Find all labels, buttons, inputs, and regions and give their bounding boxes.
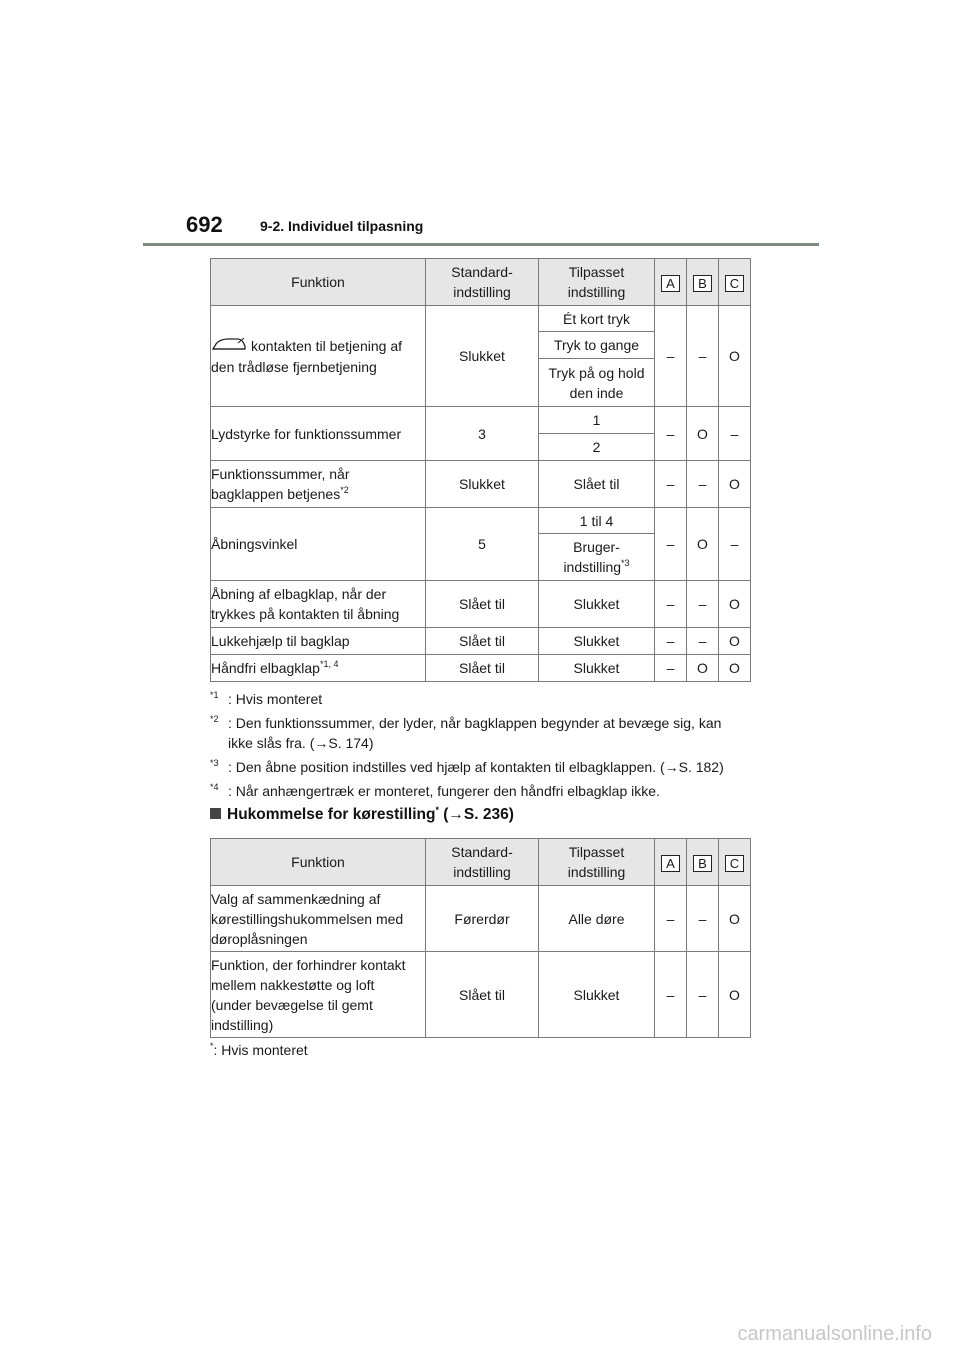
cell-option: Slukket xyxy=(539,952,655,1038)
footnotes xyxy=(210,689,770,805)
cell-option: Bruger- indstilling$^{*3}$ xyxy=(539,534,655,581)
car-remote-icon xyxy=(211,336,247,357)
table-row xyxy=(211,306,751,332)
table-row xyxy=(211,886,751,952)
header-divider xyxy=(143,243,819,246)
cell-funktion: Funktionssummer, når bagklappen betjenes$^{*2}$ xyxy=(211,461,426,508)
table-header-row xyxy=(211,839,751,886)
footnote-ref: *3 xyxy=(621,558,630,568)
table-header-row xyxy=(211,259,751,306)
cell-a: – xyxy=(655,306,687,407)
square-bullet-icon xyxy=(210,808,221,819)
cell-a: – xyxy=(655,886,687,952)
cell-option: 1 xyxy=(539,407,655,434)
cell-c: O xyxy=(719,628,751,655)
cell-option: Slukket xyxy=(539,581,655,628)
cell-b: O xyxy=(687,407,719,461)
header-a xyxy=(655,259,687,306)
cell-option: 1 til 4 xyxy=(539,508,655,534)
cell-funktion: Lukkehjælp til bagklap xyxy=(211,628,426,655)
settings-table-1 xyxy=(210,258,751,682)
cell-option: Slået til xyxy=(539,461,655,508)
cell-option: 2 xyxy=(539,434,655,461)
cell-a: – xyxy=(655,952,687,1038)
cell-standard: Slået til xyxy=(426,581,539,628)
cell-a: – xyxy=(655,581,687,628)
header-tilpasset: Tilpasset indstilling xyxy=(539,839,655,886)
cell-b: – xyxy=(687,461,719,508)
col-a-box: A xyxy=(661,275,680,292)
cell-c: O xyxy=(719,952,751,1038)
cell-standard: Førerdør xyxy=(426,886,539,952)
subheading-text: Hukommelse for kørestilling xyxy=(227,806,436,823)
header-c xyxy=(719,839,751,886)
cell-funktion: Valg af sammenkædning af kørestillingshukommelsen med døroplåsningen xyxy=(211,886,426,952)
table-row xyxy=(211,581,751,628)
cell-b: – xyxy=(687,581,719,628)
table-row xyxy=(211,461,751,508)
cell-option: Tryk på og hold den inde xyxy=(539,359,655,407)
header-c xyxy=(719,259,751,306)
header-tilpasset: Tilpasset indstilling xyxy=(539,259,655,306)
cell-c: – xyxy=(719,508,751,581)
cell-funktion xyxy=(211,655,426,682)
page-number: 692 xyxy=(186,212,223,237)
watermark: carmanualsonline.info xyxy=(737,1323,932,1345)
subheading xyxy=(210,806,514,824)
cell-c: O xyxy=(719,581,751,628)
cell-a: – xyxy=(655,461,687,508)
col-b-box: B xyxy=(693,855,712,872)
col-c-box: C xyxy=(725,855,744,872)
cell-option: Slukket xyxy=(539,655,655,682)
footnote-text: : Når anhængertræk er monteret, fungerer den håndfri elbagklap ikke. xyxy=(228,783,660,799)
cell-option: Alle døre xyxy=(539,886,655,952)
footnote-text: : Den åbne position indstilles ved hjælp af kontakten til elbagklappen. (→S. 182) xyxy=(228,759,724,775)
cell-b: – xyxy=(687,952,719,1038)
cell-funktion xyxy=(211,306,426,407)
table-row xyxy=(211,655,751,682)
col-c-box: C xyxy=(725,275,744,292)
footnote: *2 : Den funktionssummer, der lyder, når bagklappen begynder at bevæge sig, kan ikke slås fra. (→S. 174) xyxy=(210,713,770,753)
footnote: *1 : Hvis monteret xyxy=(210,689,770,709)
header-b xyxy=(687,259,719,306)
cell-funktion: Åbning af elbagklap, når der trykkes på kontakten til åbning xyxy=(211,581,426,628)
header-standard: Standard- indstilling xyxy=(426,259,539,306)
settings-table-2 xyxy=(210,838,751,1038)
cell-funktion: Funktion, der forhindrer kontakt mellem nakkestøtte og loft (under bevægelse til gemt indstilling) xyxy=(211,952,426,1038)
table-row xyxy=(211,952,751,1038)
footnote-ref: *1, 4 xyxy=(319,659,339,669)
header-funktion: Funktion xyxy=(211,259,426,306)
cell-c: – xyxy=(719,407,751,461)
cell-standard: Slået til xyxy=(426,952,539,1038)
page-reference: (→S. 236) xyxy=(438,806,514,823)
cell-a: – xyxy=(655,655,687,682)
footnote xyxy=(210,1042,308,1058)
footnote-ref: *2 xyxy=(340,485,349,495)
footnote: *4 : Når anhængertræk er monteret, fungerer den håndfri elbagklap ikke. xyxy=(210,781,770,801)
header-a xyxy=(655,839,687,886)
cell-standard: 5 xyxy=(426,508,539,581)
cell-b: – xyxy=(687,306,719,407)
col-a-box: A xyxy=(661,855,680,872)
cell-a: – xyxy=(655,628,687,655)
cell-option: Ét kort tryk xyxy=(539,306,655,332)
cell-a: – xyxy=(655,407,687,461)
col-b-box: B xyxy=(693,275,712,292)
footnote-mark: * xyxy=(210,1041,214,1051)
cell-standard: Slukket xyxy=(426,461,539,508)
footnote-text: : Hvis monteret xyxy=(228,691,323,707)
cell-b: O xyxy=(687,655,719,682)
cell-b: O xyxy=(687,508,719,581)
cell-option: Slukket xyxy=(539,628,655,655)
cell-option: Tryk to gange xyxy=(539,332,655,359)
cell-funktion: Åbningsvinkel xyxy=(211,508,426,581)
cell-standard: Slukket xyxy=(426,306,539,407)
cell-standard: Slået til xyxy=(426,628,539,655)
funktion-text: Håndfri elbagklap xyxy=(211,660,320,676)
cell-c: O xyxy=(719,306,751,407)
table-row xyxy=(211,508,751,534)
section-title: 9-2. Individuel tilpasning xyxy=(260,218,424,234)
cell-funktion: Lydstyrke for funktionssummer xyxy=(211,407,426,461)
cell-c: O xyxy=(719,461,751,508)
header-funktion: Funktion xyxy=(211,839,426,886)
header-standard: Standard- indstilling xyxy=(426,839,539,886)
cell-standard: 3 xyxy=(426,407,539,461)
footnote-ref: * xyxy=(435,805,439,815)
cell-c: O xyxy=(719,886,751,952)
header-b xyxy=(687,839,719,886)
cell-b: – xyxy=(687,886,719,952)
cell-c: O xyxy=(719,655,751,682)
funktion-text: kontakten til betjening af den trådløse fjernbetjening xyxy=(211,337,402,375)
cell-b: – xyxy=(687,628,719,655)
cell-standard: Slået til xyxy=(426,655,539,682)
table-row xyxy=(211,407,751,434)
footnote-text: : Hvis monteret xyxy=(213,1042,308,1058)
footnote-text: : Den funktionssummer, der lyder, når bagklappen begynder at bevæge sig, kan ikke slås fra. (→S. 174) xyxy=(228,715,722,751)
footnote: *3 : Den åbne position indstilles ved hjælp af kontakten til elbagklappen. (→S. 182) xyxy=(210,757,770,777)
table-row xyxy=(211,628,751,655)
cell-a: – xyxy=(655,508,687,581)
